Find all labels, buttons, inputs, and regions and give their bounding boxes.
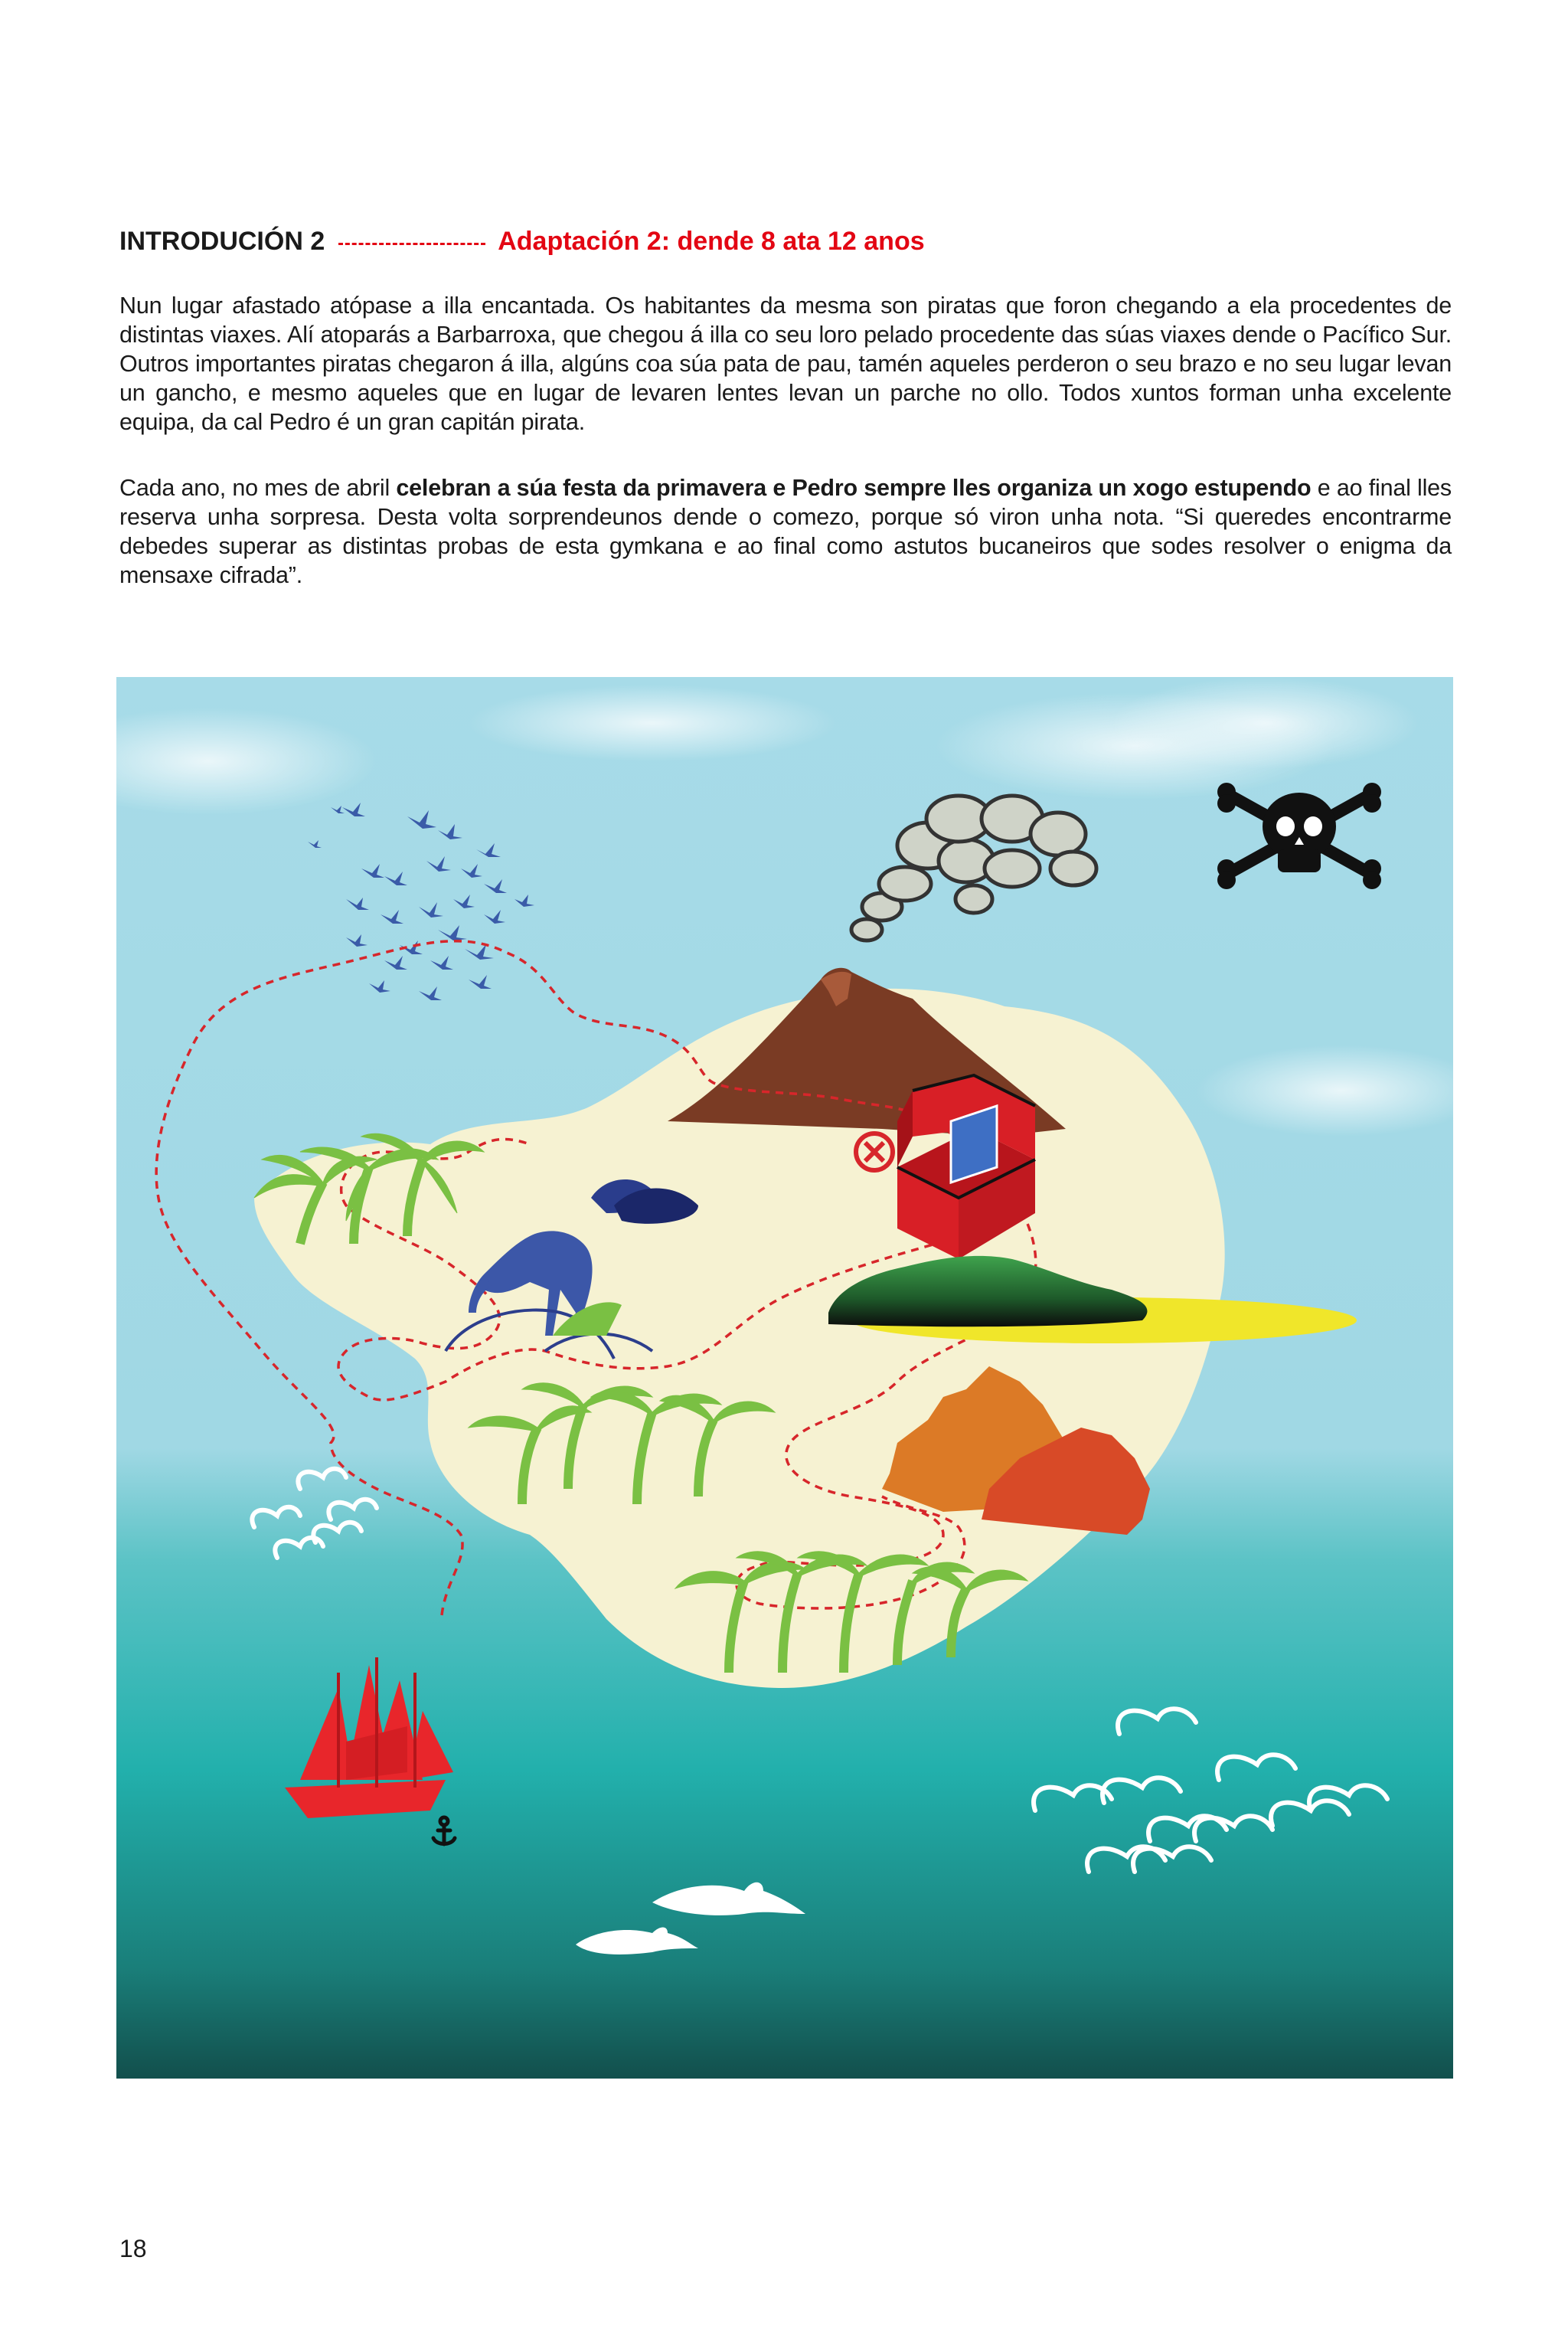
paragraph-2-start: Cada ano, no mes de abril [119, 475, 397, 501]
intro-paragraph-1: Nun lugar afastado atópase a illa encantada. Os habitantes da mesma son piratas que foron chegando a ela procedentes de distintas viaxes. Alí atoparás a Barbarroxa, que chegou á illa co seu loro pelado procedente das súas viaxes dende o Pacífico Sur. Outros importantes piratas chegaron á illa, algúns coa súa pata de pau, tamén aqueles perderon o seu brazo e no seu lugar levan un gancho, e mesmo aqueles que en lugar de levaren lentes levan un parche no ollo. Todos xuntos forman unha excelente equipa, da cal Pedro é un gran capitán pirata. [119, 293, 1452, 435]
treasure-map-illustration [116, 677, 1453, 2079]
heading-dashed-separator [338, 243, 485, 245]
paragraph-2-bold: celebran a súa festa da primavera e Pedro sempre lles organiza un xogo estupendo [396, 475, 1312, 501]
heading-subtitle: Adaptación 2: dende 8 ata 12 anos [498, 227, 925, 256]
paragraph-2-end: e ao final lles reserva unha sorpresa. Desta volta sorprendeunos dende o comezo, porque só viron unha nota. “Si queredes encontrarme debedes superar as distintas probas de esta gymkana e ao final como astutos bucaneiros que sodes resolver o enigma da mensaxe cifrada”. [119, 475, 1452, 588]
intro-paragraph-2 [119, 473, 1452, 590]
section-heading [119, 227, 1459, 265]
page-number: 18 [119, 2235, 147, 2262]
heading-title: INTRODUCIÓN 2 [119, 227, 325, 256]
